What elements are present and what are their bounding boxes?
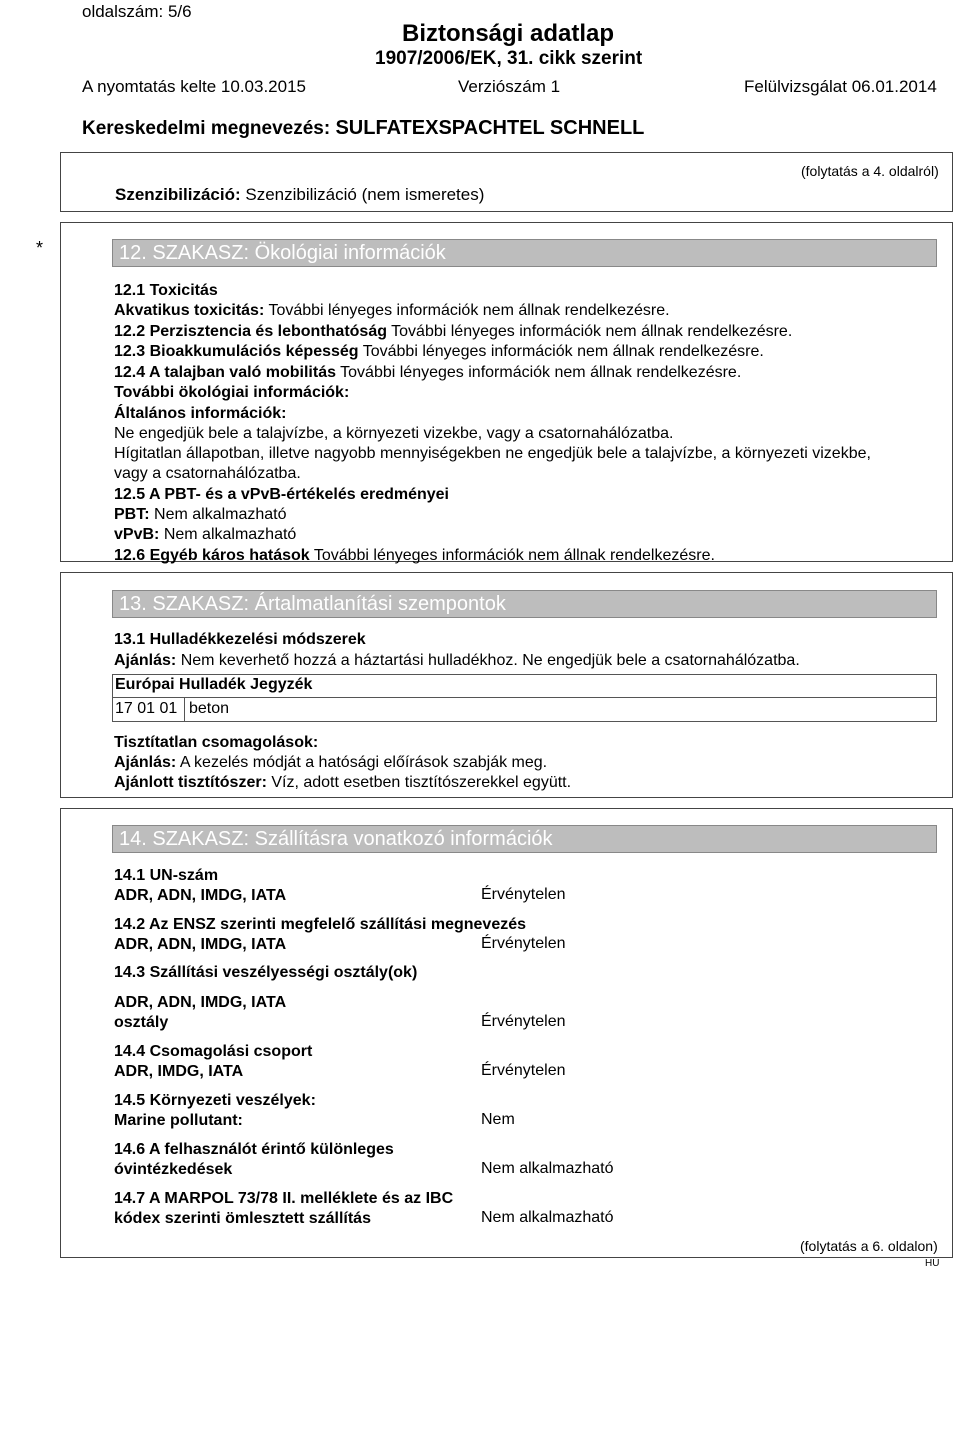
continued-from-note: (folytatás a 4. oldalról) — [801, 163, 939, 179]
un-number-heading: 14.1 UN-szám — [114, 867, 219, 884]
section-12-title: 12. SZAKASZ: Ökológiai információk — [112, 239, 937, 267]
general-info-line-3: vagy a csatornahálózatba. — [114, 465, 301, 482]
vpvb-row: vPvB: Nem alkalmazható — [114, 526, 297, 543]
hazard-class-label-1: ADR, ADN, IMDG, IATA — [114, 994, 287, 1011]
marine-pollutant-value: Nem — [481, 1111, 515, 1128]
cleaning-agent-row: Ajánlott tisztítószer: Víz, adott esetben tisztítószerekkel együtt. — [114, 774, 572, 791]
special-precautions-heading: 14.6 A felhasználót érintő különleges — [114, 1141, 394, 1158]
continued-to-note: (folytatás a 6. oldalon) — [800, 1238, 938, 1254]
persistence-row: 12.2 Perzisztencia és lebonthatóság További lényeges információk nem állnak rendelkezésre. — [114, 323, 793, 340]
waste-name: beton — [189, 700, 230, 717]
general-info-heading: Általános információk: — [114, 405, 287, 422]
previous-section-box — [60, 152, 953, 212]
page-number: oldalszám: 5/6 — [82, 2, 192, 21]
hazard-class-value: Érvénytelen — [481, 1013, 566, 1030]
document-subtitle: 1907/2006/EK, 31. cikk szerint — [375, 48, 643, 69]
marpol-label: kódex szerinti ömlesztett szállítás — [114, 1210, 371, 1227]
version-number: Verziószám 1 — [458, 77, 561, 96]
other-eco-info-heading: További ökológiai információk: — [114, 384, 350, 401]
packing-group-value: Érvénytelen — [481, 1062, 566, 1079]
packing-group-label: ADR, IMDG, IATA — [114, 1063, 244, 1080]
bioaccumulation-row: 12.3 Bioakkumulációs képesség További lényeges információk nem állnak rendelkezésre. — [114, 343, 764, 360]
pbt-row: PBT: Nem alkalmazható — [114, 506, 287, 523]
language-code: HU — [925, 1258, 940, 1269]
uncleaned-packaging-heading: Tisztítatlan csomagolások: — [114, 734, 319, 751]
trade-name-label: Kereskedelmi megnevezés: — [82, 118, 331, 139]
section-13-title: 13. SZAKASZ: Ártalmatlanítási szempontok — [112, 590, 937, 618]
revision-date: Felülvizsgálat 06.01.2014 — [744, 77, 937, 96]
toxicity-heading: 12.1 Toxicitás — [114, 282, 218, 299]
hazard-class-label-2: osztály — [114, 1014, 169, 1031]
other-effects-row: 12.6 Egyéb káros hatások További lényeges információk nem állnak rendelkezésre. — [114, 547, 715, 564]
un-number-value: Érvénytelen — [481, 886, 566, 903]
section-14-title: 14. SZAKASZ: Szállításra vonatkozó információk — [112, 825, 937, 853]
waste-code-table-header: Európai Hulladék Jegyzék — [115, 676, 313, 693]
packaging-recommendation-row: Ajánlás: A kezelés módját a hatósági előírások szabják meg. — [114, 754, 548, 771]
trade-name: SULFATEXSPACHTEL SCHNELL — [335, 117, 645, 139]
disposal-recommendation-row: Ajánlás: Nem keverhető hozzá a háztartási hulladékhoz. Ne engedjük bele a csatornahálózatba. — [114, 652, 800, 669]
revision-marker: * — [36, 238, 44, 258]
hazard-class-heading: 14.3 Szállítási veszélyességi osztály(ok) — [114, 964, 418, 981]
trade-name-row — [82, 117, 644, 140]
pbt-heading: 12.5 A PBT- és a vPvB-értékelés eredményei — [114, 486, 449, 503]
shipping-name-label: ADR, ADN, IMDG, IATA — [114, 936, 287, 953]
shipping-name-value: Érvénytelen — [481, 935, 566, 952]
aquatic-toxicity-row: Akvatikus toxicitás: További lényeges információk nem állnak rendelkezésre. — [114, 302, 670, 319]
marpol-heading: 14.7 A MARPOL 73/78 II. melléklete és az IBC — [114, 1190, 454, 1207]
special-precautions-value: Nem alkalmazható — [481, 1160, 614, 1177]
special-precautions-label: óvintézkedések — [114, 1161, 233, 1178]
sensitization-value: Szenzibilizáció (nem ismeretes) — [245, 185, 485, 204]
waste-methods-heading: 13.1 Hulladékkezelési módszerek — [114, 631, 366, 648]
document-title: Biztonsági adatlap — [402, 20, 615, 47]
sensitization-row — [115, 185, 484, 205]
general-info-line-2: Hígitatlan állapotban, illetve nagyobb mennyiségekben ne engedjük bele a talajvízbe, a környezeti vizekbe, — [114, 445, 871, 462]
sensitization-label: Szenzibilizáció: — [115, 185, 241, 204]
general-info-line-1: Ne engedjük bele a talajvízbe, a környezeti vizekbe, vagy a csatornahálózatba. — [114, 425, 674, 442]
waste-code: 17 01 01 — [115, 700, 178, 717]
shipping-name-heading: 14.2 Az ENSZ szerinti megfelelő szállítási megnevezés — [114, 916, 527, 933]
environmental-hazards-heading: 14.5 Környezeti veszélyek: — [114, 1092, 316, 1109]
un-number-label: ADR, ADN, IMDG, IATA — [114, 887, 287, 904]
soil-mobility-row: 12.4 A talajban való mobilitás További lényeges információk nem állnak rendelkezésre. — [114, 364, 742, 381]
print-date: A nyomtatás kelte 10.03.2015 — [82, 77, 306, 96]
packing-group-heading: 14.4 Csomagolási csoport — [114, 1043, 313, 1060]
marine-pollutant-label: Marine pollutant: — [114, 1112, 243, 1129]
waste-code-table — [112, 674, 937, 722]
marpol-value: Nem alkalmazható — [481, 1209, 614, 1226]
